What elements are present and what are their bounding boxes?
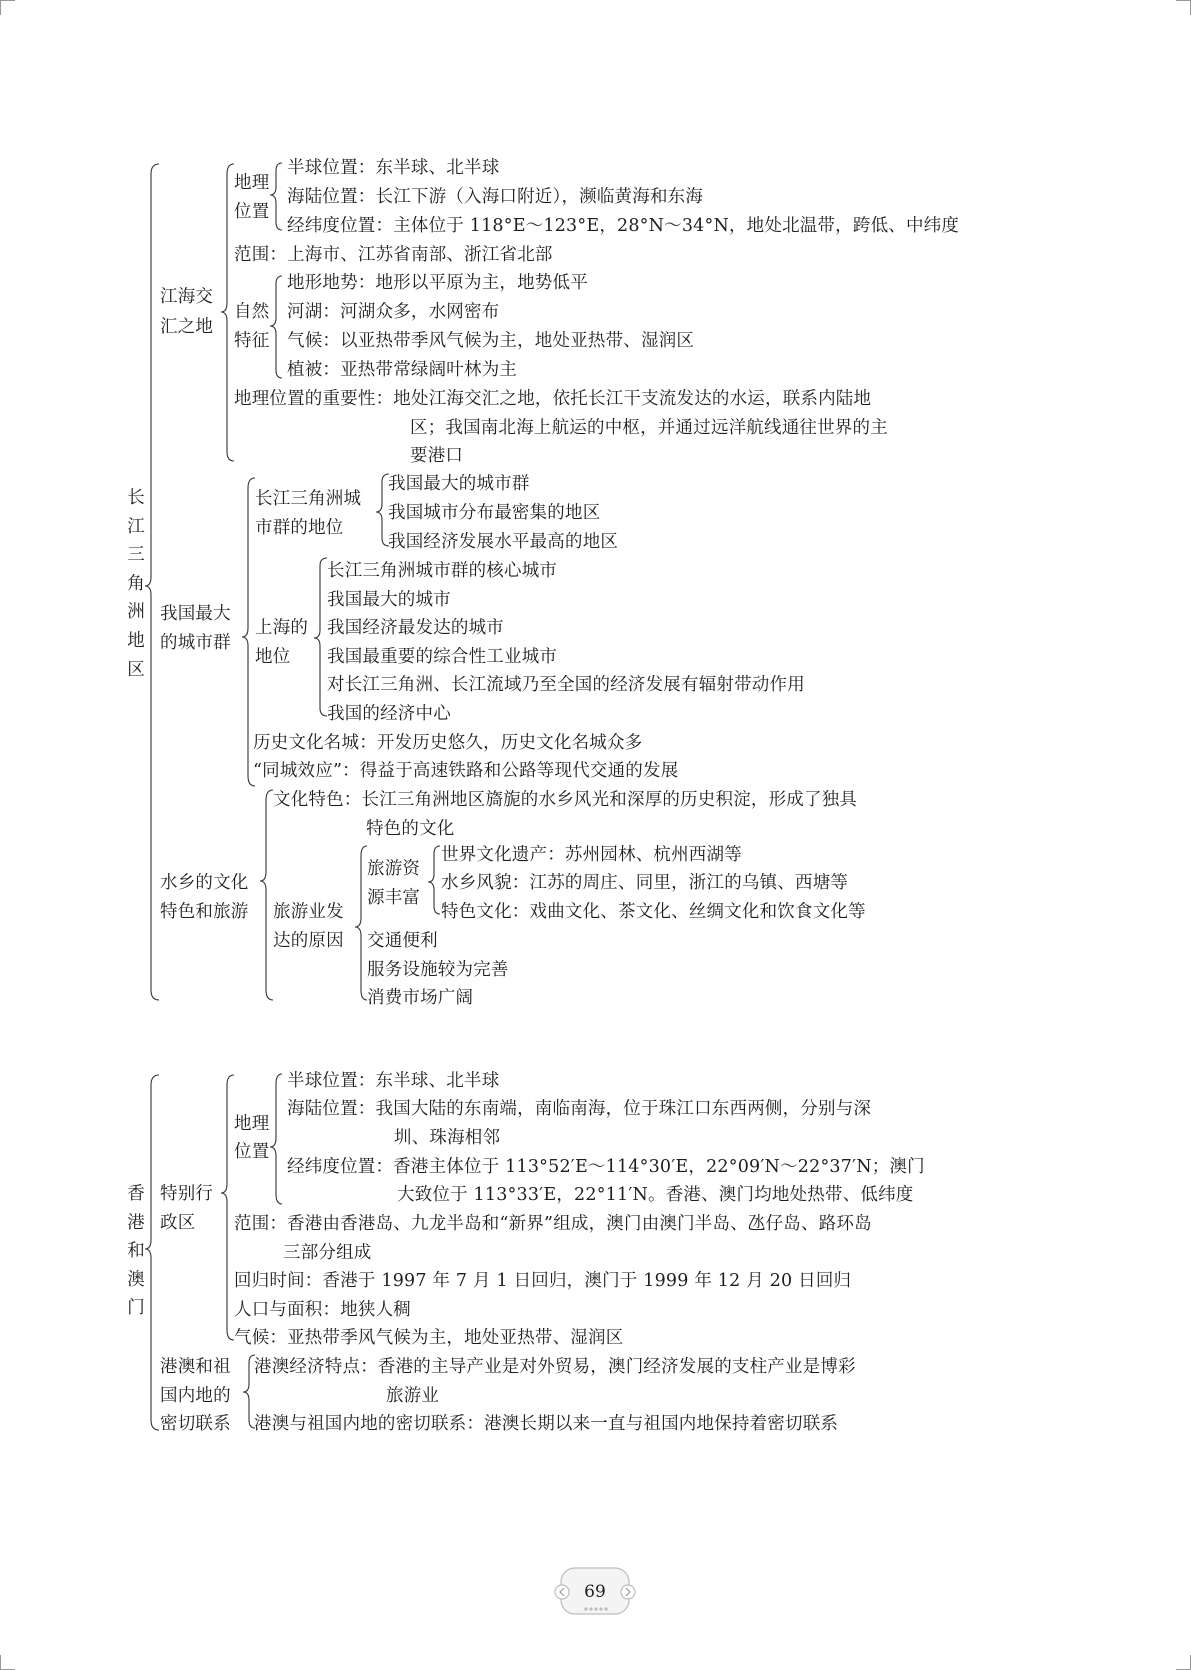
hk-geo-position-label-2: 位置 bbox=[234, 1142, 270, 1162]
historic-cities: 历史文化名城：开发历史悠久，历史文化名城众多 bbox=[253, 733, 643, 753]
page-number: 69 bbox=[584, 1582, 606, 1602]
status-item: 我国经济发展水平最高的地区 bbox=[388, 532, 619, 552]
city-group-status-label-2: 市群的地位 bbox=[255, 518, 344, 538]
terrain: 地形地势：地形以平原为主，地势低平 bbox=[287, 273, 588, 293]
shanghai-item: 我国最重要的综合性工业城市 bbox=[327, 647, 558, 667]
shanghai-item: 我国经济最发达的城市 bbox=[327, 618, 504, 638]
page-number-badge bbox=[549, 1566, 641, 1618]
hk-sea-land: 海陆位置：我国大陆的东南端，南临南海，位于珠江口东西两侧，分别与深 bbox=[287, 1099, 872, 1119]
location-importance: 地理位置的重要性：地处江海交汇之地，依托长江干支流发达的水运，联系内陆地 bbox=[234, 389, 872, 409]
geo-position-label: 地理 bbox=[234, 173, 270, 193]
tourism-resources-label-2: 源丰富 bbox=[367, 888, 421, 908]
status-item: 我国城市分布最密集的地区 bbox=[388, 503, 601, 523]
tourism-resources-label: 旅游资 bbox=[367, 859, 421, 879]
branch-sar-title: 特别行 bbox=[160, 1184, 214, 1204]
branch-hk-mainland-title: 港澳和祖 bbox=[160, 1357, 231, 1377]
hk-economy-2: 旅游业 bbox=[386, 1386, 440, 1406]
population-area: 人口与面积：地狭人稠 bbox=[234, 1300, 411, 1320]
sea-land-position: 海陆位置：长江下游（入海口附近），濒临黄海和东海 bbox=[287, 187, 704, 207]
branch-sar-title-2: 政区 bbox=[160, 1213, 196, 1233]
shanghai-status-label: 上海的 bbox=[255, 618, 309, 638]
hk-climate: 气候：亚热带季风气候为主，地处亚热带、湿润区 bbox=[234, 1328, 624, 1348]
branch-largest-city-group-title-2: 的城市群 bbox=[160, 633, 231, 653]
branch-hk-mainland-title-2: 国内地的 bbox=[160, 1386, 231, 1406]
tourism-reasons-label-2: 达的原因 bbox=[273, 931, 344, 951]
resource-item: 特色文化：戏曲文化、茶文化、丝绸文化和饮食文化等 bbox=[441, 902, 866, 922]
brace-tourism-reasons bbox=[355, 846, 367, 1000]
geo-position-label-2: 位置 bbox=[234, 202, 270, 222]
location-importance-3: 要港口 bbox=[410, 446, 464, 466]
hkmacau-section-title: 香港和澳门 bbox=[127, 1184, 145, 1319]
reason-market: 消费市场广阔 bbox=[367, 988, 474, 1008]
brace-sar bbox=[221, 1075, 234, 1340]
brace-yangtze-root bbox=[145, 164, 159, 1000]
latlon-position: 经纬度位置：主体位于 118°E～123°E，28°N～34°N，地处北温带，跨低、中纬度 bbox=[287, 216, 960, 236]
city-group-status-label: 长江三角洲城 bbox=[255, 489, 362, 509]
shanghai-item: 对长江三角洲、长江流域乃至全国的经济发展有辐射带动作用 bbox=[327, 675, 805, 695]
hk-sea-land-2: 圳、珠海相邻 bbox=[394, 1128, 501, 1148]
brace-hkmacau-root bbox=[145, 1075, 159, 1430]
rivers-lakes: 河湖：河湖众多，水网密布 bbox=[287, 302, 500, 322]
climate: 气候：以亚热带季风气候为主，地处亚热带、湿润区 bbox=[287, 331, 695, 351]
hk-latlon: 经纬度位置：香港主体位于 113°52′E～114°30′E，22°09′N～22°37′N；澳门 bbox=[287, 1157, 925, 1177]
hk-scope: 范围：香港由香港岛、九龙半岛和“新界”组成，澳门由澳门半岛、氹仔岛、路环岛 bbox=[234, 1214, 872, 1234]
shanghai-status-label-2: 地位 bbox=[255, 647, 291, 667]
brace-geo-position bbox=[270, 163, 282, 230]
culture-feature-2: 特色的文化 bbox=[366, 819, 455, 839]
yangtze-section-title: 长江三角洲地区 bbox=[127, 488, 145, 680]
vegetation: 植被：亚热带常绿阔叶林为主 bbox=[287, 360, 518, 380]
hemisphere-position: 半球位置：东半球、北半球 bbox=[287, 158, 500, 178]
hk-economy: 港澳经济特点：香港的主导产业是对外贸易，澳门经济发展的支柱产业是博彩 bbox=[254, 1357, 856, 1377]
resource-item: 水乡风貌：江苏的周庄、同里，浙江的乌镇、西塘等 bbox=[441, 873, 849, 893]
shanghai-item: 我国的经济中心 bbox=[327, 704, 451, 724]
natural-features-label-2: 特征 bbox=[234, 331, 270, 351]
brace-hk-geo-position bbox=[270, 1074, 282, 1204]
brace-tourism-resources bbox=[428, 846, 440, 914]
hk-scope-2: 三部分组成 bbox=[283, 1243, 372, 1263]
location-importance-2: 区；我国南北海上航运的中枢，并通过远洋航线通往世界的主 bbox=[410, 418, 888, 438]
culture-feature: 文化特色：长江三角洲地区旖旎的水乡风光和深厚的历史积淀，形成了独具 bbox=[273, 790, 858, 810]
reason-traffic: 交通便利 bbox=[367, 931, 438, 951]
shanghai-item: 我国最大的城市 bbox=[327, 590, 451, 610]
tourism-reasons-label: 旅游业发 bbox=[273, 902, 344, 922]
reason-service: 服务设施较为完善 bbox=[367, 960, 509, 980]
brace-river-sea bbox=[221, 164, 234, 461]
hk-latlon-2: 大致位于 113°33′E，22°11′N。香港、澳门均地处热带、低纬度 bbox=[397, 1185, 914, 1205]
branch-water-town-title: 水乡的文化 bbox=[160, 873, 249, 893]
brace-shanghai-status bbox=[314, 558, 327, 716]
shanghai-item: 长江三角洲城市群的核心城市 bbox=[327, 561, 558, 581]
hk-hemisphere: 半球位置：东半球、北半球 bbox=[287, 1071, 500, 1091]
natural-features-label: 自然 bbox=[234, 302, 270, 322]
status-item: 我国最大的城市群 bbox=[388, 474, 530, 494]
brace-water-town bbox=[260, 790, 273, 1000]
scope: 范围：上海市、江苏省南部、浙江省北部 bbox=[234, 245, 553, 265]
brace-natural-features bbox=[270, 276, 282, 378]
same-city-effect: “同城效应”：得益于高速铁路和公路等现代交通的发展 bbox=[253, 761, 679, 781]
branch-water-town-title-2: 特色和旅游 bbox=[160, 902, 249, 922]
hk-mainland-relation: 港澳与祖国内地的密切联系：港澳长期以来一直与祖国内地保持着密切联系 bbox=[254, 1414, 839, 1434]
branch-river-sea-title: 江海交 bbox=[160, 287, 214, 307]
return-time: 回归时间：香港于 1997 年 7 月 1 日回归，澳门于 1999 年 12 月 20 日回归 bbox=[234, 1271, 852, 1291]
resource-item: 世界文化遗产：苏州园林、杭州西湖等 bbox=[441, 845, 742, 865]
branch-largest-city-group-title: 我国最大 bbox=[160, 604, 231, 624]
branch-river-sea-title-2: 汇之地 bbox=[160, 317, 214, 337]
branch-hk-mainland-title-3: 密切联系 bbox=[160, 1414, 231, 1434]
hk-geo-position-label: 地理 bbox=[234, 1114, 270, 1134]
